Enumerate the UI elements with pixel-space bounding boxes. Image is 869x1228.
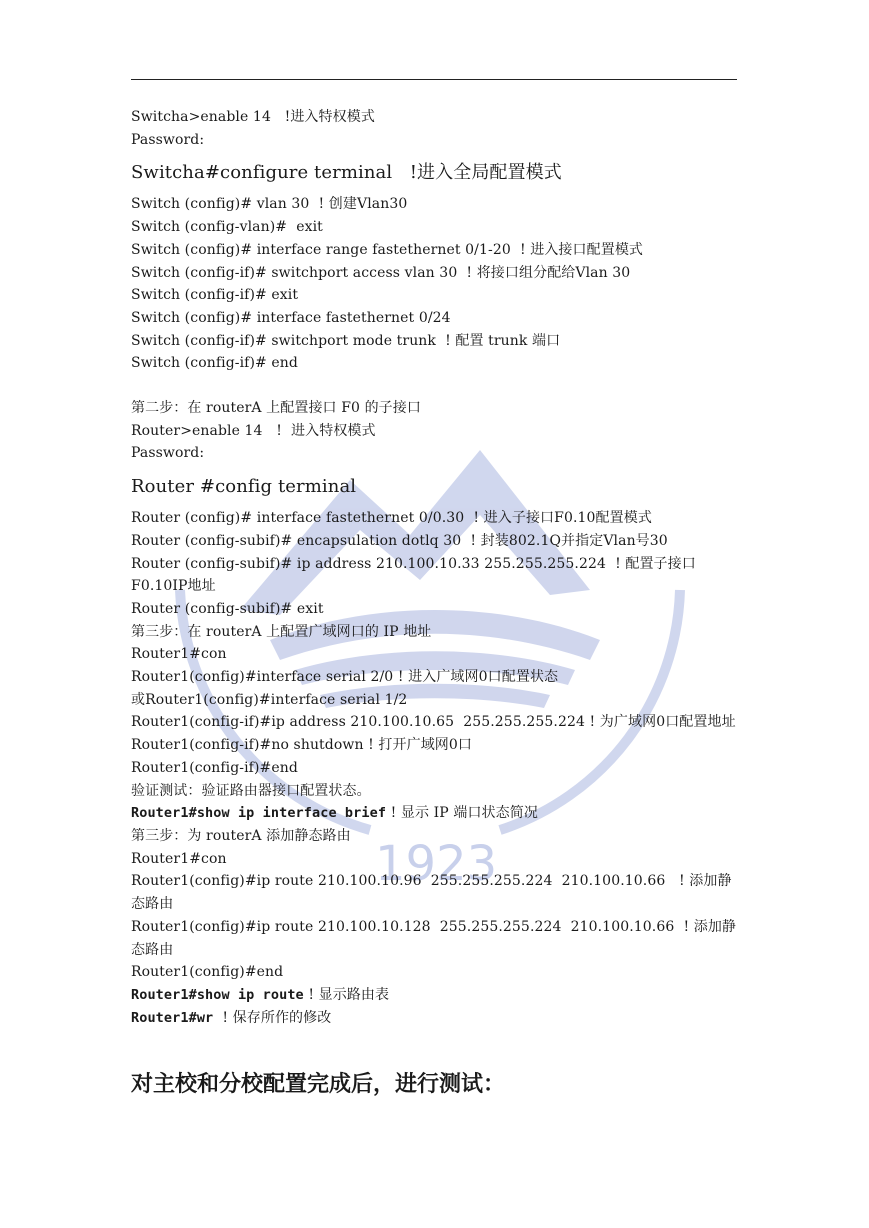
command-bold: Router1#show ip route [131, 986, 304, 1003]
text-line: Router1(config)#interface serial 2/0 ! 进入广域网0口配置状态 [131, 669, 559, 686]
text-line: 或Router1(config)#interface serial 1/2 [131, 691, 408, 708]
text-line: Switch (config)# interface fastethernet 0/24 [131, 309, 451, 326]
text-line: Router1(config-if)#end [131, 759, 298, 776]
step-heading: 第三步：为 routerA 添加静态路由 [131, 827, 351, 844]
text-line: Switch (config-if)# exit [131, 287, 299, 304]
text-line: Router1(config-if)#no shutdown ! 打开广域网0口 [131, 737, 473, 754]
command-comment: ! 显示 IP 端口状态简况 [386, 805, 538, 822]
text-line: Router1(config-if)#ip address 210.100.10.65 255.255.255.224 ! 为广域网0口配置地址 [131, 714, 736, 731]
text-line: Switch (config-if)# end [131, 355, 298, 372]
text-line: Router (config-subif)# ip address 210.100.10.33 255.255.255.224 ! 配置子接口F0.10IP地址 [131, 555, 696, 595]
header-rule [131, 79, 737, 80]
text-line: Password: [131, 131, 205, 148]
text-line: 验证测试：验证路由器接口配置状态。 [131, 782, 371, 799]
text-line: Password: [131, 445, 205, 462]
text-line: Switch (config-if)# switchport mode trunk ! 配置 trunk 端口 [131, 332, 561, 349]
text-line: Switch (config)# vlan 30 ! 创建Vlan30 [131, 196, 408, 213]
text-line: Router1(config)#ip route 210.100.10.128 255.255.255.224 210.100.10.66 ! 添加静态路由 [131, 918, 737, 958]
text-line: Router (config)# interface fastethernet 0/0.30 ! 进入子接口F0.10配置模式 [131, 510, 652, 527]
command-comment: ! 显示路由表 [303, 986, 390, 1003]
text-line: Router>enable 14 ! 进入特权模式 [131, 422, 376, 439]
text-line: Router1(config)#ip route 210.100.10.96 255.255.255.224 210.100.10.66 ! 添加静态路由 [131, 873, 732, 913]
text-line-bold [131, 984, 739, 1007]
command-bold: Router1#show ip interface brief [131, 805, 387, 822]
text-line-bold [131, 1007, 739, 1030]
document-body [131, 106, 739, 1098]
text-line: Switch (config)# interface range fastethernet 0/1-20 ! 进入接口配置模式 [131, 241, 644, 258]
command-comment: ! 保存所作的修改 [213, 1009, 332, 1026]
text-line: Switcha#configure terminal !进入全局配置模式 [131, 162, 562, 184]
text-line: Router (config-subif)# encapsulation dotlq 30 ! 封装802.1Q并指定Vlan号30 [131, 532, 668, 549]
step-heading: 第三步：在 routerA 上配置广域网口的 IP 地址 [131, 623, 432, 640]
text-line: Router1#con [131, 850, 227, 867]
watermark-year: 1923 [375, 836, 498, 892]
text-line: Switcha>enable 14 !进入特权模式 [131, 109, 375, 125]
text-line: Router (config-subif)# exit [131, 600, 324, 617]
section-heading: 对主校和分校配置完成后，进行测试： [131, 1072, 506, 1098]
text-line: Switch (config-if)# switchport access vlan 30 ! 将接口组分配给Vlan 30 [131, 264, 631, 281]
text-line: Router #config terminal [131, 476, 357, 498]
text-line: Router1(config)#end [131, 964, 284, 981]
text-line: Router1#con [131, 646, 227, 663]
step-heading: 第二步：在 routerA 上配置接口 F0 的子接口 [131, 400, 421, 417]
text-line-bold [131, 802, 739, 825]
text-line: Switch (config-vlan)# exit [131, 219, 323, 236]
command-bold: Router1#wr [131, 1009, 214, 1026]
